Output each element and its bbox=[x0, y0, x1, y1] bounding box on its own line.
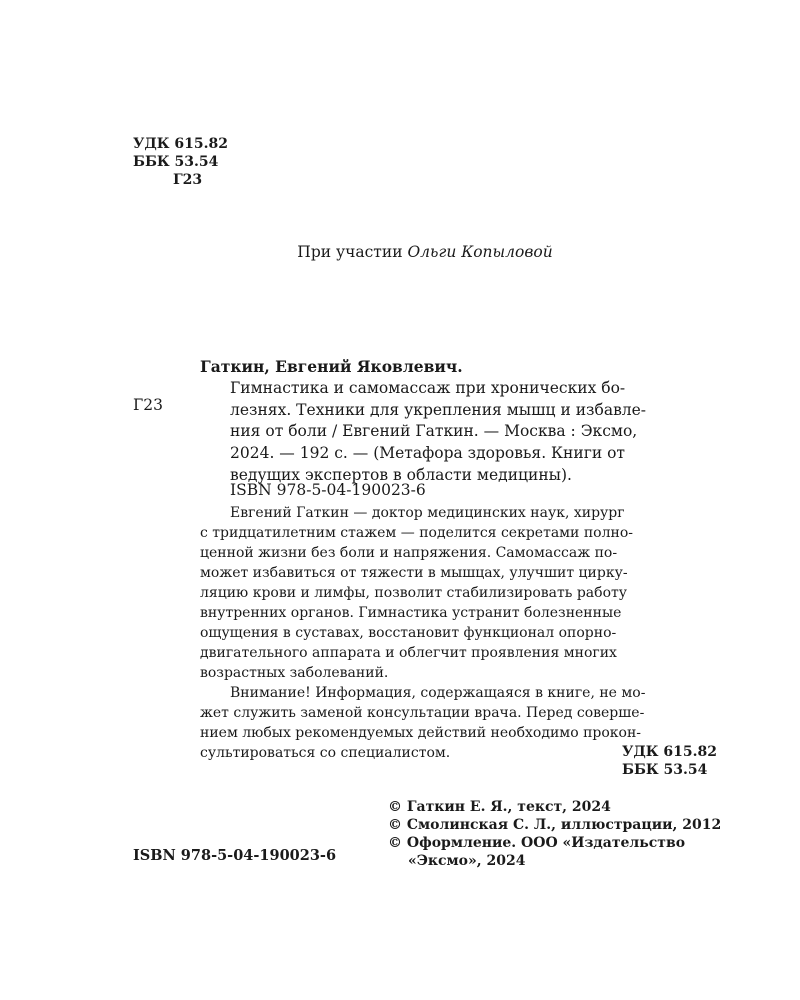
annotation-line: внутренних органов. Гимнастика устранит болезненные bbox=[200, 605, 622, 621]
annotation-line: ценной жизни без боли и напряжения. Самомассаж по- bbox=[200, 545, 618, 561]
copyright-line: © Оформление. ООО «Издательство bbox=[388, 835, 686, 851]
annotation-line: может избавиться от тяжести в мышцах, улучшит цирку- bbox=[200, 565, 628, 581]
bibliographic-description bbox=[230, 378, 710, 487]
udk-code: УДК 615.82 bbox=[622, 744, 717, 760]
description-line: 2024. — 192 с. — (Метафора здоровья. Книги от bbox=[230, 444, 625, 463]
description-line: лезнях. Техники для укрепления мышц и избавле- bbox=[230, 400, 647, 419]
copyright-line: «Эксмо», 2024 bbox=[408, 853, 526, 869]
classification-block bbox=[133, 135, 228, 189]
description-line: Гимнастика и самомассаж при хронических бо- bbox=[230, 379, 626, 397]
catalog-author-mark: Г23 bbox=[133, 396, 163, 414]
bbk-code: ББК 53.54 bbox=[622, 762, 708, 778]
annotation-line: с тридцатилетним стажем — поделится секретами полно- bbox=[200, 525, 633, 541]
copyright-line: © Гаткин Е. Я., текст, 2024 bbox=[388, 799, 611, 815]
annotation-line: Евгений Гаткин — доктор медицинских наук, хирург bbox=[230, 505, 625, 521]
classification-repeat bbox=[622, 743, 717, 779]
annotation-line: двигательного аппарата и облегчит проявления многих bbox=[200, 645, 617, 661]
copyright-line: © Смолинская С. Л., иллюстрации, 2012 bbox=[388, 817, 722, 833]
author-heading: Гаткин, Евгений Яковлевич. bbox=[200, 357, 463, 376]
annotation-line: нием любых рекомендуемых действий необходимо прокон- bbox=[200, 725, 642, 741]
annotation-line: жет служить заменой консультации врача. Перед соверше- bbox=[200, 705, 645, 721]
author-mark: Г23 bbox=[173, 172, 203, 188]
annotation-line: сультироваться со специалистом. bbox=[200, 745, 451, 761]
udk-code: УДК 615.82 bbox=[133, 136, 228, 152]
annotation-line: ляцию крови и лимфы, позволит стабилизировать работу bbox=[200, 585, 627, 601]
description-line: ведущих экспертов в области медицины). bbox=[230, 465, 572, 484]
annotation-line: ощущения в суставах, восстановит функционал опорно- bbox=[200, 625, 617, 641]
description-line: ния от боли / Евгений Гаткин. — Москва : Эксмо, bbox=[230, 422, 638, 441]
isbn-footer: ISBN 978-5-04-190023-6 bbox=[133, 847, 337, 864]
catalog-isbn: ISBN 978-5-04-190023-6 bbox=[230, 481, 426, 499]
contributor-name: Ольги Копыловой bbox=[407, 243, 553, 261]
bbk-code: ББК 53.54 bbox=[133, 154, 219, 170]
copyright-block bbox=[388, 798, 721, 870]
contributor-line bbox=[0, 243, 800, 261]
annotation-line: возрастных заболеваний. bbox=[200, 665, 389, 681]
annotation-line: Внимание! Информация, содержащаяся в книге, не мо- bbox=[230, 685, 646, 701]
annotation bbox=[200, 503, 720, 763]
contributor-prefix: При участии bbox=[297, 243, 403, 261]
